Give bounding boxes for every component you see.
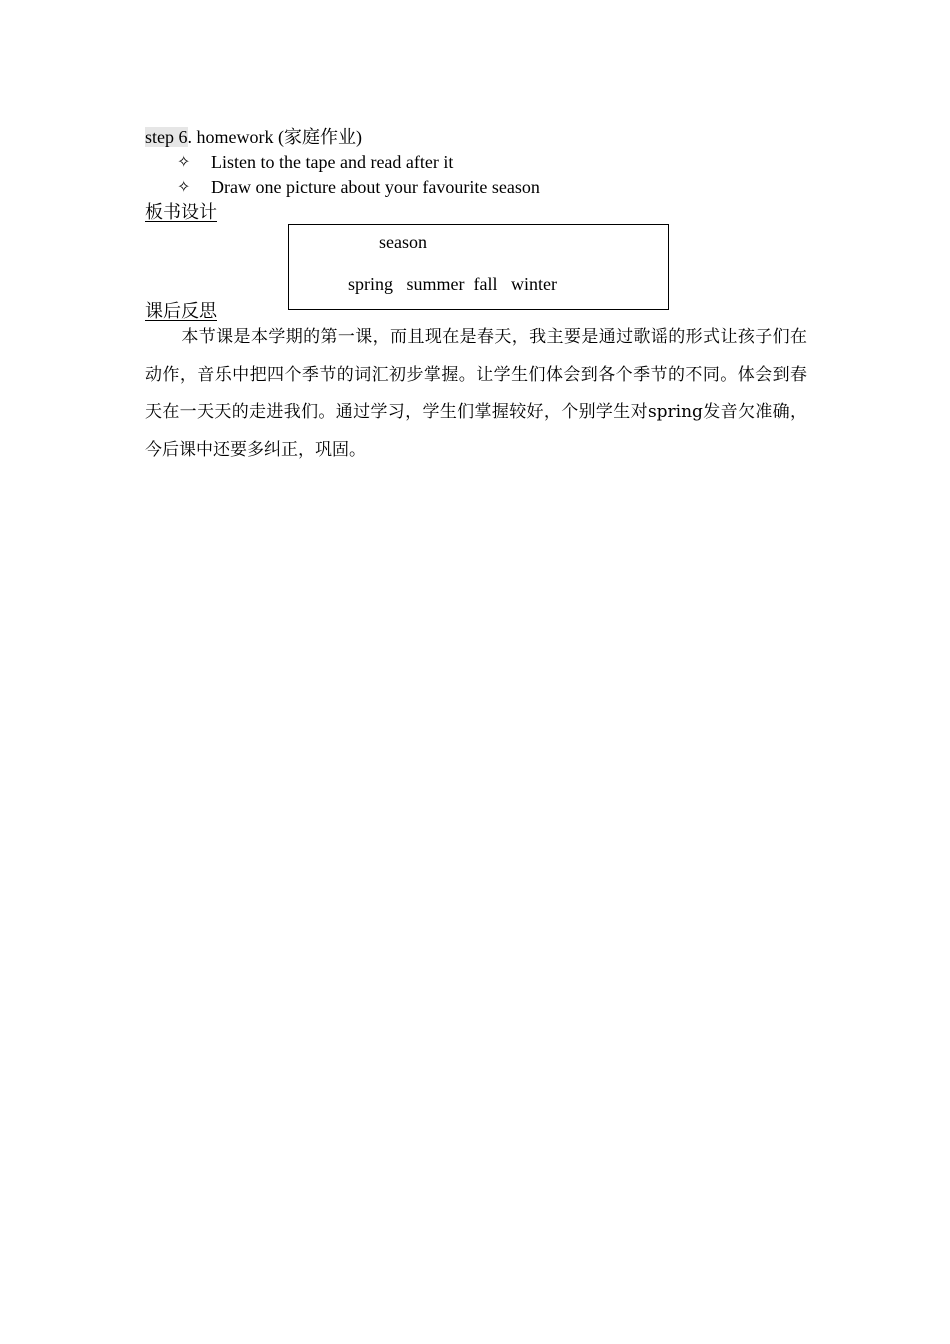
homework-item <box>177 150 453 174</box>
reflection-paragraph <box>145 319 807 469</box>
board-design-heading: 板书设计 <box>145 202 217 222</box>
homework-item <box>177 175 540 199</box>
homework-item-text: Listen to the tape and read after it <box>211 152 454 172</box>
step-label-rest: . homework (家庭作业) <box>187 127 362 147</box>
board-season-words: spring summer fall winter <box>348 274 557 294</box>
step-label-highlighted: step 6 <box>145 127 188 147</box>
diamond-bullet-icon: ✧ <box>177 177 191 196</box>
reflection-text: 本节课是本学期的第一课，而且现在是春天，我主要是通过歌谣的形式让孩子们在动作，音乐中把四个季节的词汇初步掌握。让学生们体会到各个季节的不同。体会到春天在一天天的走进我们。通过学习，学生们掌握较好，个别学生对spring发音欠准确，今后课中还要多纠正，巩固。 <box>145 327 807 460</box>
homework-item-text: Draw one picture about your favourite season <box>211 177 540 197</box>
reflection-heading: 课后反思 <box>145 301 217 321</box>
board-title: season <box>379 232 427 252</box>
blackboard-design-box <box>288 224 669 310</box>
diamond-bullet-icon: ✧ <box>177 152 191 171</box>
step-heading <box>145 125 362 149</box>
